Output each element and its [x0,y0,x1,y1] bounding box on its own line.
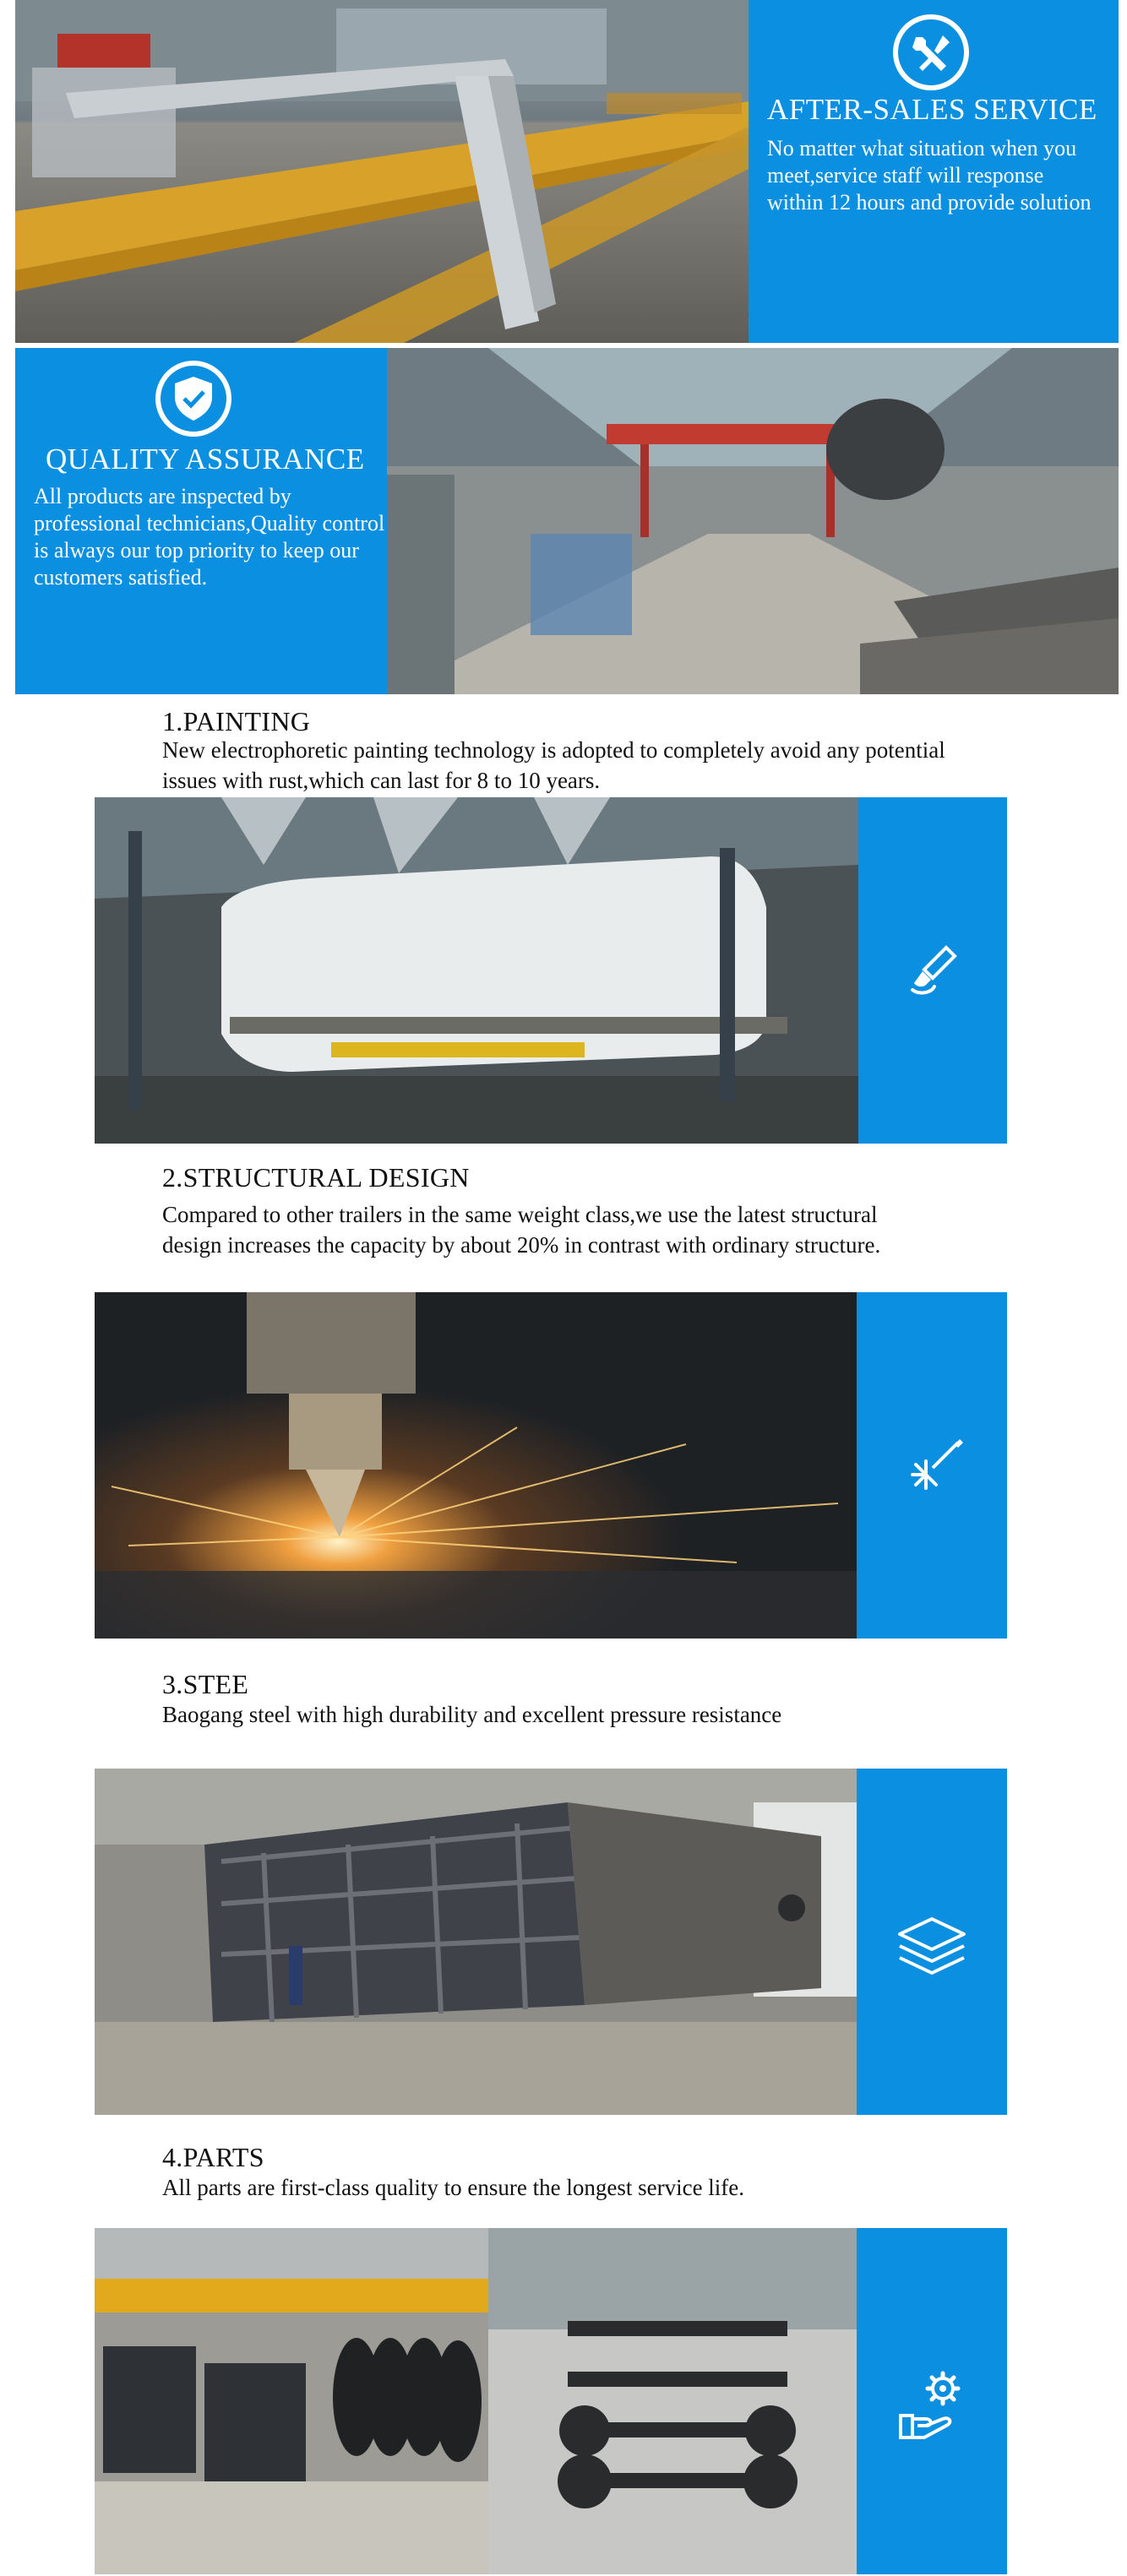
parts-text: All parts are first-class quality to ensure the longest service life. [162,2175,745,2200]
shield-check-icon [155,360,232,437]
painting-title: 1.PAINTING [162,706,311,736]
after-sales-panel [749,0,1119,343]
parts-icon-panel [857,2228,1007,2574]
steel-icon-panel [857,1769,1007,2115]
steel-text: Baogang steel with high durability and excellent pressure resistance [162,1702,782,1727]
steel-title: 3.STEE [162,1669,249,1699]
layers-icon [894,1909,970,1985]
laser-cutting-icon [899,1436,966,1503]
hand-gear-icon [896,2368,972,2444]
painting-icon-panel [858,797,1007,1144]
quality-text: All products are inspected by professional technicians,Quality control is always our top priority to keep our customers satisfied. [34,484,385,590]
parts-photo [95,2228,857,2574]
after-sales-text: No matter what situation when you meet,service staff will response within 12 hours and provide solution [767,136,1092,215]
structural-photo [95,1292,857,1639]
painting-photo [95,797,858,1144]
structural-icon-panel [857,1292,1007,1639]
after-sales-photo [15,0,749,343]
structural-title: 2.STRUCTURAL DESIGN [162,1162,470,1193]
painting-text: New electrophoretic painting technology is adopted to completely avoid any potential issues with rust,which can last for 8 to 10 years. [162,737,945,793]
quality-title: QUALITY ASSURANCE [46,443,365,476]
quality-panel [15,348,387,694]
steel-photo [95,1769,857,2115]
parts-title: 4.PARTS [162,2142,264,2172]
wrench-screwdriver-icon [892,14,970,91]
quality-photo [387,348,1119,694]
paint-brush-icon [904,941,965,1002]
after-sales-title: AFTER-SALES SERVICE [767,93,1097,126]
structural-text: Compared to other trailers in the same weight class,we use the latest structural design increases the capacity by about 20% in contrast with ordinary structure. [162,1202,881,1258]
